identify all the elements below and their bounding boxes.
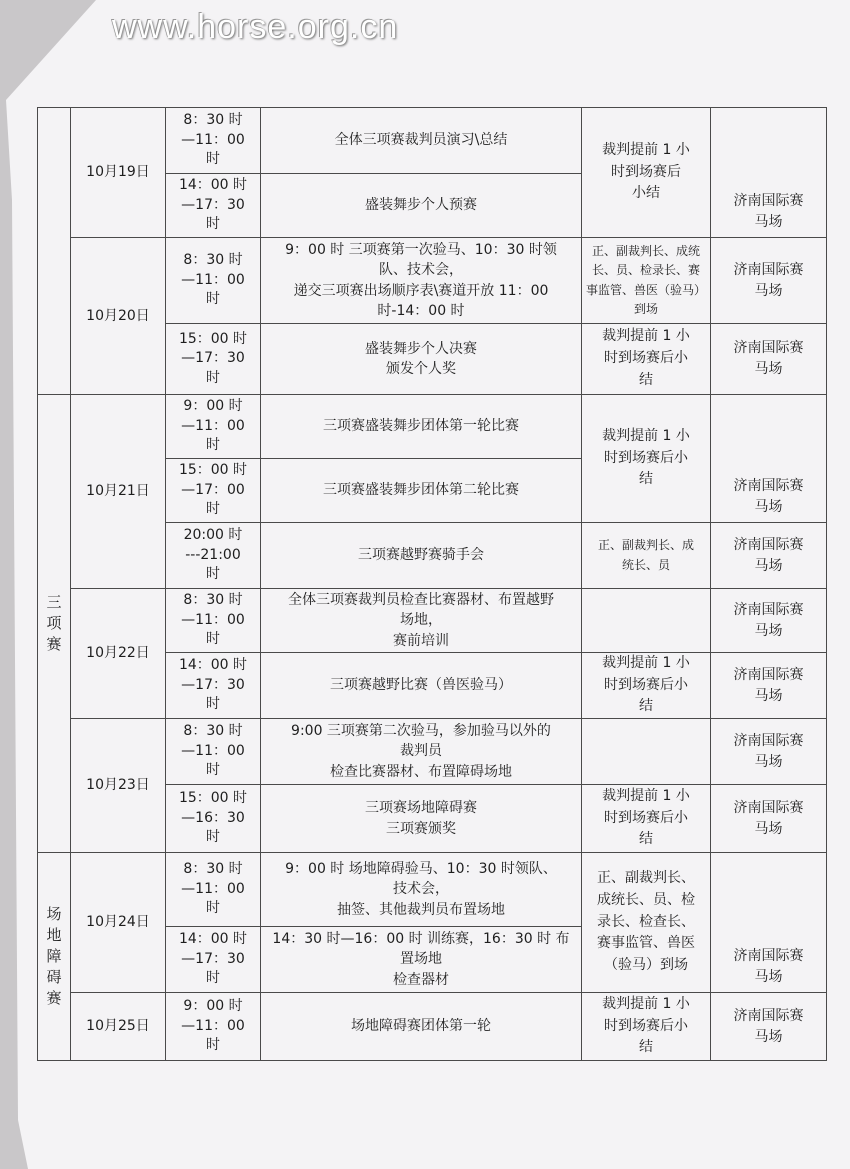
note-cell: 正、副裁判长、成统 长、员、检录长、赛 事监管、兽医（验马） 到场 [582,238,711,324]
table-row [38,589,827,653]
note-cell: 裁判提前 1 小 时到场赛后小 结 [582,324,711,395]
date-cell: 10月19日 [71,108,166,238]
date-cell: 10月24日 [71,853,166,993]
venue-cell: 济南国际赛 马场 [711,395,827,523]
activity-cell: 场地障碍赛团体第一轮 [261,993,582,1061]
time-cell: 20:00 时 ---21:00 时 [166,523,261,589]
time-cell: 8：30 时 —11：00 时 [166,719,261,785]
venue-cell: 济南国际赛 马场 [711,589,827,653]
activity-cell: 三项赛越野赛骑手会 [261,523,582,589]
venue-cell: 济南国际赛 马场 [711,993,827,1061]
venue-cell: 济南国际赛 马场 [711,108,827,238]
note-cell: 裁判提前 1 小 时到场赛后小 结 [582,993,711,1061]
schedule-table [37,107,827,1061]
note-cell: 裁判提前 1 小 时到场赛后小 结 [582,653,711,719]
table-row [38,108,827,174]
time-cell: 9：00 时 —11：00 时 [166,395,261,459]
watermark: www.horse.org.cn [112,8,399,46]
section-cell-previous [38,108,71,395]
time-cell: 15：00 时 —16：30 时 [166,785,261,853]
activity-cell: 三项赛盛装舞步团体第二轮比赛 [261,459,582,523]
venue-cell: 济南国际赛 马场 [711,238,827,324]
section-cell-jumping [38,853,71,1061]
activity-cell: 三项赛盛装舞步团体第一轮比赛 [261,395,582,459]
note-cell: 正、副裁判长、成 统长、员 [582,523,711,589]
note-cell: 裁判提前 1 小 时到场赛后小 结 [582,785,711,853]
activity-cell: 9：00 时 三项赛第一次验马、10：30 时领 队、技术会， 递交三项赛出场顺序表\赛道开放 11：00 时-14：00 时 [261,238,582,324]
table-row [38,719,827,785]
time-cell: 9：00 时 —11：00 时 [166,993,261,1061]
venue-cell: 济南国际赛 马场 [711,324,827,395]
table-row [38,395,827,459]
venue-cell: 济南国际赛 马场 [711,719,827,785]
date-cell: 10月21日 [71,395,166,589]
note-cell: 裁判提前 1 小 时到场赛后小 结 [582,395,711,523]
section-label-jumping: 场 地 障 碍 赛 [46,904,62,1007]
table-row [38,993,827,1061]
time-cell: 15：00 时 —17：00 时 [166,459,261,523]
venue-cell: 济南国际赛 马场 [711,853,827,993]
time-cell: 15：00 时 —17：30 时 [166,324,261,395]
activity-cell: 三项赛越野比赛（兽医验马） [261,653,582,719]
section-label-eventing: 三 项 赛 [46,592,62,653]
venue-cell: 济南国际赛 马场 [711,785,827,853]
note-cell [582,589,711,653]
activity-cell: 三项赛场地障碍赛 三项赛颁奖 [261,785,582,853]
time-cell: 8：30 时 —11：00 时 [166,108,261,174]
table-row [38,238,827,324]
activity-cell: 盛装舞步个人预赛 [261,174,582,238]
table-row [38,853,827,927]
activity-cell: 9:00 三项赛第二次验马，参加验马以外的 裁判员 检查比赛器材、布置障碍场地 [261,719,582,785]
section-cell-eventing [38,395,71,853]
note-cell [582,719,711,785]
activity-cell: 14：30 时—16：00 时 训练赛，16：30 时 布 置场地 检查器材 [261,927,582,993]
time-cell: 14：00 时 —17：30 时 [166,174,261,238]
note-cell: 正、副裁判长、 成统长、员、检 录长、检查长、 赛事监管、兽医 （验马）到场 [582,853,711,993]
time-cell: 14：00 时 —17：30 时 [166,653,261,719]
time-cell: 8：30 时 —11：00 时 [166,589,261,653]
date-cell: 10月23日 [71,719,166,853]
time-cell: 14：00 时 —17：30 时 [166,927,261,993]
date-cell: 10月22日 [71,589,166,719]
time-cell: 8：30 时 —11：00 时 [166,238,261,324]
date-cell: 10月25日 [71,993,166,1061]
activity-cell: 9：00 时 场地障碍验马、10：30 时领队、 技术会， 抽签、其他裁判员布置场地 [261,853,582,927]
activity-cell: 全体三项赛裁判员检查比赛器材、布置越野 场地， 赛前培训 [261,589,582,653]
venue-cell: 济南国际赛 马场 [711,523,827,589]
venue-cell: 济南国际赛 马场 [711,653,827,719]
time-cell: 8：30 时 —11：00 时 [166,853,261,927]
note-cell: 裁判提前 1 小 时到场赛后 小结 [582,108,711,238]
activity-cell: 盛装舞步个人决赛 颁发个人奖 [261,324,582,395]
date-cell: 10月20日 [71,238,166,395]
activity-cell: 全体三项赛裁判员演习\总结 [261,108,582,174]
